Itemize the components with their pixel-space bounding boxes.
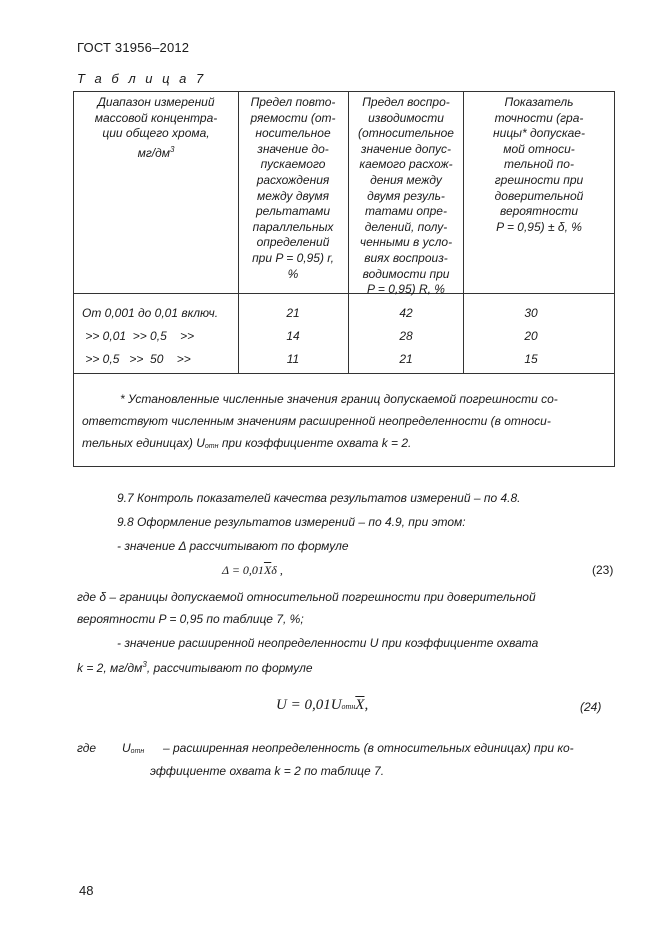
cell-r: 11 [286,352,300,366]
where-symbol: Uотн [122,741,145,755]
cell-R: 28 [399,329,413,343]
cell-R: 42 [399,306,413,320]
cell-delta: 30 [524,306,538,320]
row-label: От 0,001 до 0,01 включ. [82,306,219,320]
formula-24: $U = 0,01Uотн\overline{X}$, [276,697,369,713]
row-label: >> 0,01 >> 0,5 >> [82,329,195,343]
paragraph-probability: вероятности P = 0,95 по таблице 7, %; [77,612,304,626]
footnote-divider [74,373,614,374]
where-definition: – расширенная неопределенность (в относительных единицах) при ко- [163,741,574,755]
column-header-repeatability: Предел повто- ряемости (от- носительное значение до- пускаемого расхождения между двумя рельтатами параллельных определений при P = 0,95) r, % [250,95,336,281]
paragraph-uncertainty: - значение расширенной неопределенности U при коэффициенте охвата [117,636,539,650]
paragraph-coverage: k = 2, $мг/дм^3$, рассчитывают по формуле [77,660,313,675]
column-header-accuracy: Показатель точности (гра- ницы* допускае- мой относи- тельной по- грешности при доверительной вероятности P = 0,95) ± δ, % [493,95,585,234]
column-divider [463,92,464,374]
cell-delta: 20 [524,329,538,343]
header-divider [74,293,614,294]
table-footnote: * Установленные численные значения границ допускаемой погрешности со- ответствуют численным значениям расширенной неопределенности (в относи- тельных единицах) Uотн при коэффициенте охвата k = 2. [82,392,558,450]
cell-R: 21 [399,352,413,366]
where-label: где [77,741,97,755]
formula-23: $\Delta = 0,01\overline{X}\delta$ , [222,563,283,577]
column-divider [348,92,349,374]
column-divider [238,92,239,374]
column-header-reproducibility: Предел воспро- изводимости (относительное значение допус- каемого расхож- дения между двумя резуль- татами опре- делений, полу- ченными в усло- виях воспроиз- водимости при P = 0,95) R, % [358,95,454,297]
where-definition-cont: эффициенте охвата k = 2 по таблице 7. [150,764,385,778]
document-id: ГОСТ 31956–2012 [77,40,190,55]
table-caption: Т а б л и ц а 7 [77,71,207,86]
paragraph-9-8: 9.8 Оформление результатов измерений – по 4.9, при этом: [117,515,466,529]
cell-r: 14 [286,329,300,343]
row-label: >> 0,5 >> 50 >> [82,352,191,366]
data-table [73,91,615,467]
paragraph-9-7: 9.7 Контроль показателей качества результатов измерений – по 4.8. [117,491,521,505]
page-number: 48 [79,883,94,898]
cell-delta: 15 [524,352,538,366]
equation-number-24: (24) [580,700,602,714]
paragraph-delta: - значение Δ рассчитывают по формуле [117,539,349,553]
column-header-range: Диапазон измерений массовой концентра- ции общего хрома, $мг/дм^3$ [94,95,218,160]
equation-number-23: (23) [592,563,614,577]
paragraph-where-delta: где δ – границы допускаемой относительной погрешности при доверительной [77,590,536,604]
cell-r: 21 [286,306,300,320]
